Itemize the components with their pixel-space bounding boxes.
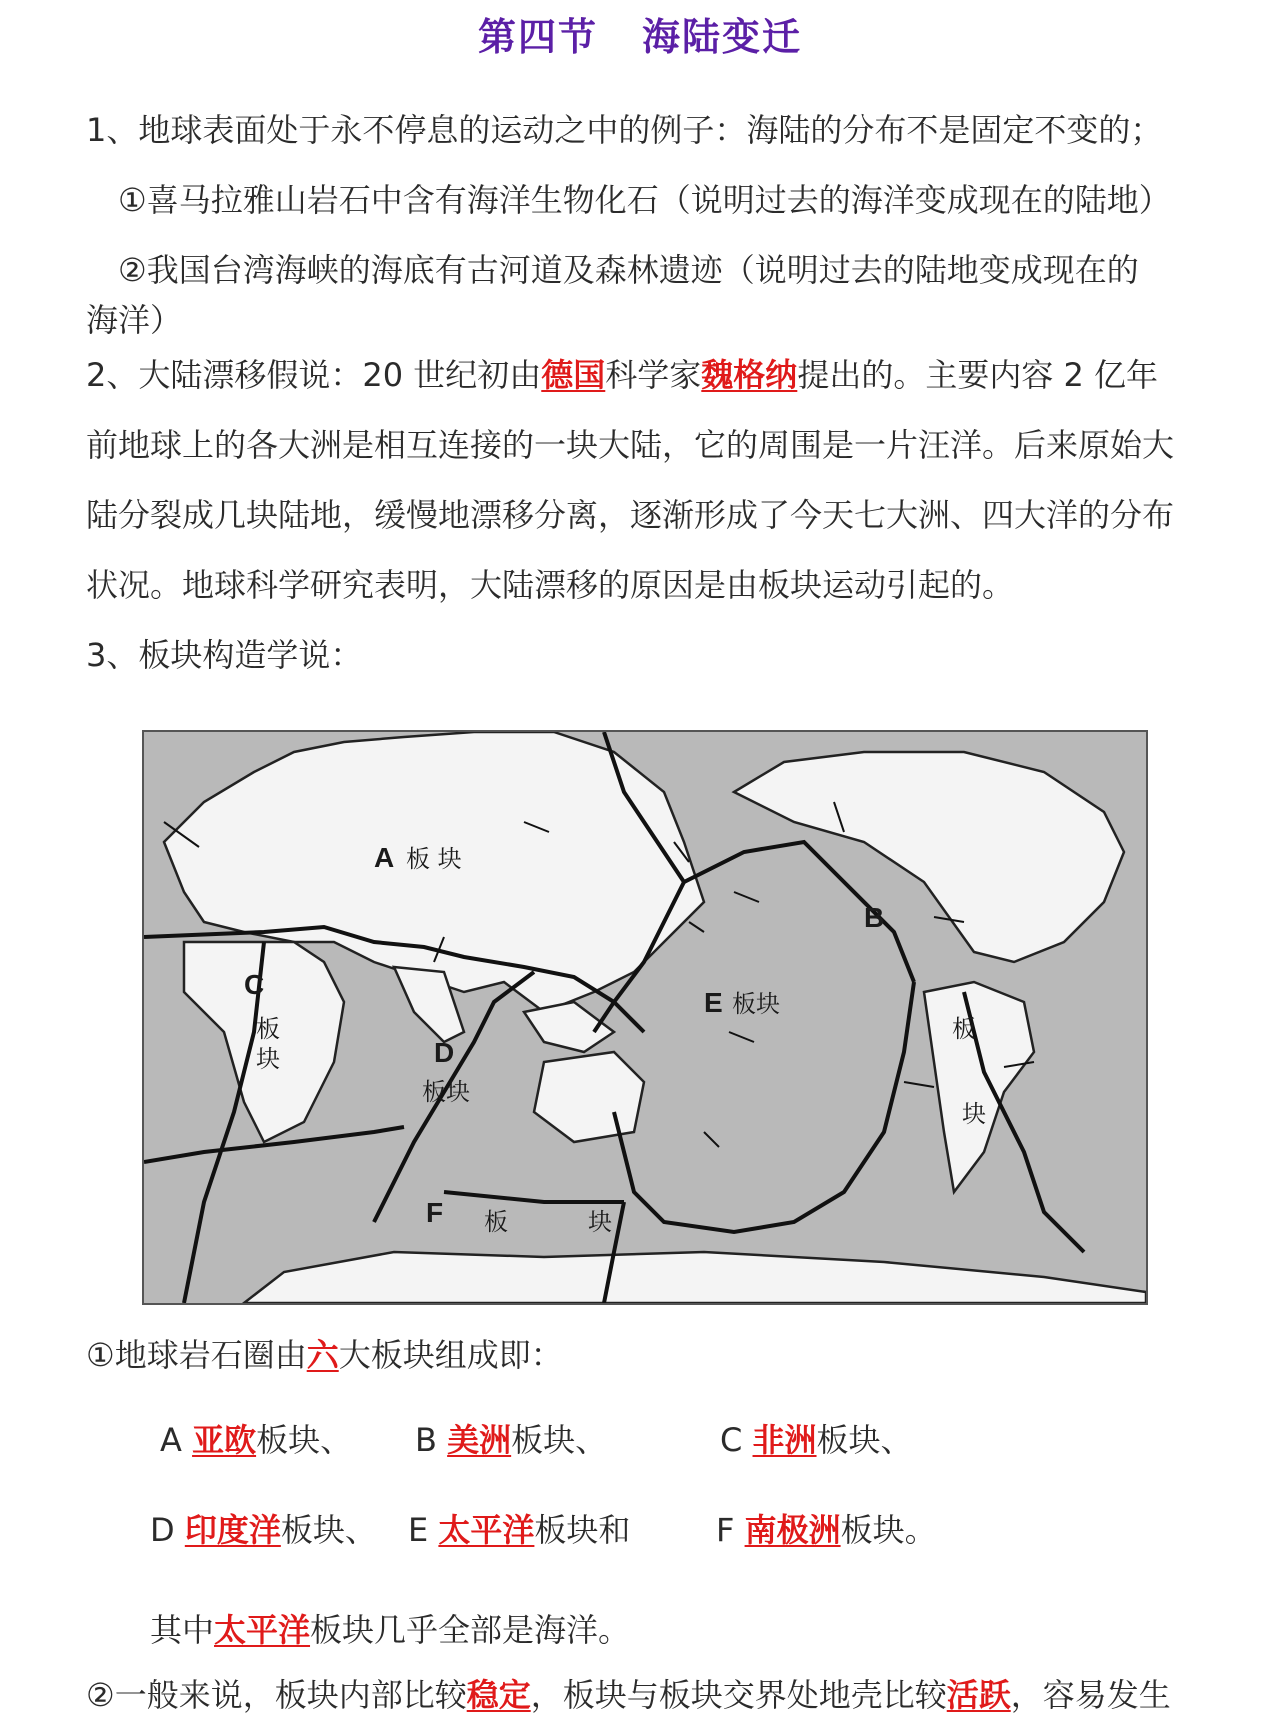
plate-map-svg [144, 732, 1146, 1303]
keyword-wegener: 魏格纳 [701, 356, 798, 394]
label-b-text2: 块 [962, 1100, 986, 1128]
example-2-line1: ②我国台湾海峡的海底有古河道及森林遗迹（说明过去的陆地变成现在的 [118, 251, 1139, 289]
keyword-active: 活跃 [946, 1676, 1011, 1714]
label-b-text1: 板 [952, 1015, 976, 1043]
example-2-line2: 海洋） [86, 301, 183, 339]
plate-e-name: 太平洋 [438, 1511, 535, 1549]
p2-text: 提出的。主要内容 2 亿年 [797, 356, 1159, 394]
plate-b-suffix: 板块、 [511, 1421, 608, 1459]
plate-map [142, 730, 1148, 1305]
note-text: 板块几乎全部是海洋。 [310, 1611, 631, 1649]
plate-b-name: 美洲 [447, 1421, 512, 1459]
label-c: C [244, 969, 265, 1000]
australia-landmass [534, 1052, 644, 1142]
plate-a-suffix: 板块、 [256, 1421, 353, 1459]
q1-text: 大板块组成即： [338, 1336, 563, 1374]
section-number: 第四节 [477, 15, 598, 59]
north-america-landmass [734, 752, 1124, 962]
plate-b [415, 1420, 715, 1460]
keyword-germany: 德国 [541, 356, 606, 394]
paragraph-2-line4: 状况。地球科学研究表明，大陆漂移的原因是由板块运动引起的。 [86, 566, 1015, 604]
label-a-text: 板 块 [406, 845, 462, 873]
boundary-southern [444, 1192, 624, 1202]
plate-f-suffix: 板块。 [840, 1511, 937, 1549]
paragraph-3: 3、板块构造学说： [86, 636, 363, 674]
plate-f-letter: F [716, 1511, 745, 1549]
paragraph-2-line1 [86, 355, 1206, 395]
keyword-stable: 稳定 [466, 1676, 531, 1714]
question-1-line1 [86, 1335, 1206, 1375]
plate-d-letter: D [150, 1511, 185, 1549]
plate-f-name: 南极洲 [744, 1511, 841, 1549]
page-title [0, 6, 1280, 61]
plate-c-letter: C [720, 1421, 753, 1459]
p2-text: 科学家 [605, 356, 702, 394]
plate-d-suffix: 板块、 [280, 1511, 377, 1549]
keyword-pacific: 太平洋 [214, 1611, 311, 1649]
plate-c-suffix: 板块、 [816, 1421, 913, 1459]
q2-text: ②一般来说，板块内部比较 [86, 1676, 467, 1714]
keyword-six: 六 [306, 1336, 339, 1374]
pacific-note [150, 1610, 1270, 1650]
plate-e-letter: E [408, 1511, 439, 1549]
q1-text: ①地球岩石圈由 [86, 1336, 307, 1374]
paragraph-1: 1、地球表面处于永不停息的运动之中的例子：海陆的分布不是固定不变的； [86, 111, 1163, 149]
label-b: B [864, 902, 885, 933]
paragraph-2-line2: 前地球上的各大洲是相互连接的一块大陆，它的周围是一片汪洋。后来原始大 [86, 426, 1175, 464]
plate-f [716, 1510, 1116, 1550]
plate-b-letter: B [415, 1421, 448, 1459]
q2-text: ，板块与板块交界处地壳比较 [530, 1676, 947, 1714]
label-f-text1: 板 [484, 1208, 508, 1236]
p2-text: 2、大陆漂移假说：20 世纪初由 [86, 356, 542, 394]
label-a: A [374, 842, 395, 873]
plate-c-name: 非洲 [752, 1421, 817, 1459]
paragraph-2-line3: 陆分裂成几块陆地，缓慢地漂移分离，逐渐形成了今天七大洲、四大洋的分布 [86, 496, 1175, 534]
plate-d-name: 印度洋 [184, 1511, 281, 1549]
plate-c [720, 1420, 1120, 1460]
label-c-text2: 块 [256, 1045, 280, 1073]
label-d-text: 板块 [422, 1078, 470, 1106]
plate-e [408, 1510, 728, 1550]
plate-e-suffix: 板块和 [534, 1511, 631, 1549]
plate-a-letter: A [160, 1421, 193, 1459]
section-name: 海陆变迁 [642, 15, 803, 59]
label-f-text2: 块 [588, 1208, 612, 1236]
boundary-east-pacific-rise [614, 982, 914, 1232]
south-america-landmass [924, 982, 1034, 1192]
label-e-text: 板块 [732, 990, 780, 1018]
label-c-text1: 板 [256, 1015, 280, 1043]
antarctica-landmass [244, 1252, 1146, 1303]
southeast-asia-islands [524, 1002, 614, 1052]
plate-a-name: 亚欧 [192, 1421, 257, 1459]
note-text: 其中 [150, 1611, 215, 1649]
label-d: D [434, 1037, 455, 1068]
example-1: ①喜马拉雅山岩石中含有海洋生物化石（说明过去的海洋变成现在的陆地） [118, 181, 1171, 219]
label-e: E [704, 987, 723, 1018]
question-2-line1 [86, 1675, 1206, 1715]
q2-text: ，容易发生 [1010, 1676, 1171, 1714]
label-f: F [426, 1197, 444, 1228]
